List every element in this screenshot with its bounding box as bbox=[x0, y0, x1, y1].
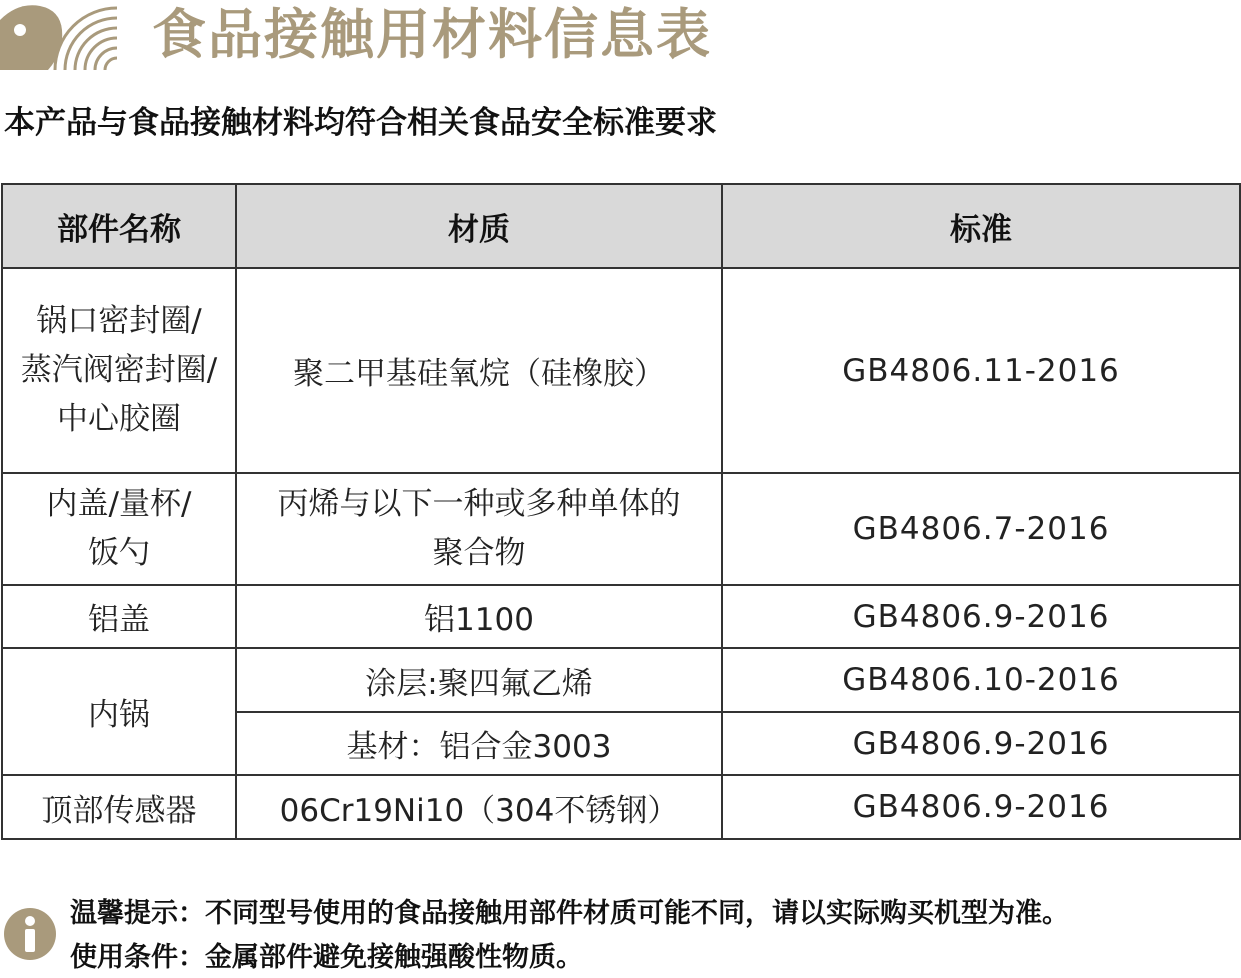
table-row bbox=[2, 585, 1240, 648]
material-cell bbox=[236, 473, 722, 585]
standard-cell: GB4806.9-2016 bbox=[722, 712, 1240, 775]
brand-logo bbox=[0, 0, 130, 70]
part-cell bbox=[2, 268, 236, 473]
material-cell: 06Cr19Ni10（304不锈钢） bbox=[236, 775, 722, 839]
info-icon bbox=[4, 908, 56, 960]
material-text: 丙烯与以下一种或多种单体的 聚合物 bbox=[277, 486, 681, 571]
part-cell: 铝盖 bbox=[2, 585, 236, 648]
part-cell: 内锅 bbox=[2, 648, 236, 775]
material-cell: 聚二甲基硅氧烷（硅橡胶） bbox=[236, 268, 722, 473]
table-row bbox=[2, 775, 1240, 839]
compliance-statement: 本产品与食品接触材料均符合相关食品安全标准要求 bbox=[4, 105, 717, 141]
standard-cell: GB4806.9-2016 bbox=[722, 585, 1240, 648]
table-row bbox=[2, 473, 1240, 585]
column-header-part: 部件名称 bbox=[2, 184, 236, 268]
usage-condition-text: 使用条件：金属部件避免接触强酸性物质。 bbox=[70, 942, 583, 973]
column-header-material: 材质 bbox=[236, 184, 722, 268]
page-title: 食品接触用材料信息表 bbox=[152, 3, 712, 66]
table-row bbox=[2, 268, 1240, 473]
column-header-standard: 标准 bbox=[722, 184, 1240, 268]
material-table bbox=[1, 183, 1241, 840]
part-cell: 顶部传感器 bbox=[2, 775, 236, 839]
tip-text: 温馨提示：不同型号使用的食品接触用部件材质可能不同，请以实际购买机型为准。 bbox=[70, 898, 1069, 929]
standard-cell: GB4806.11-2016 bbox=[722, 268, 1240, 473]
material-cell: 铝1100 bbox=[236, 585, 722, 648]
part-name: 锅口密封圈/ 蒸汽阀密封圈/ 中心胶圈 bbox=[20, 303, 218, 437]
table-row bbox=[2, 648, 1240, 712]
page-header bbox=[0, 0, 1241, 80]
standard-cell: GB4806.9-2016 bbox=[722, 775, 1240, 839]
standard-cell: GB4806.10-2016 bbox=[722, 648, 1240, 712]
material-cell: 基材：铝合金3003 bbox=[236, 712, 722, 775]
part-name: 内盖/量杯/ 饭勺 bbox=[46, 486, 192, 571]
material-cell: 涂层:聚四氟乙烯 bbox=[236, 648, 722, 712]
notes-section bbox=[0, 888, 1241, 971]
standard-cell: GB4806.7-2016 bbox=[722, 473, 1240, 585]
part-cell bbox=[2, 473, 236, 585]
table-header-row bbox=[2, 184, 1240, 268]
